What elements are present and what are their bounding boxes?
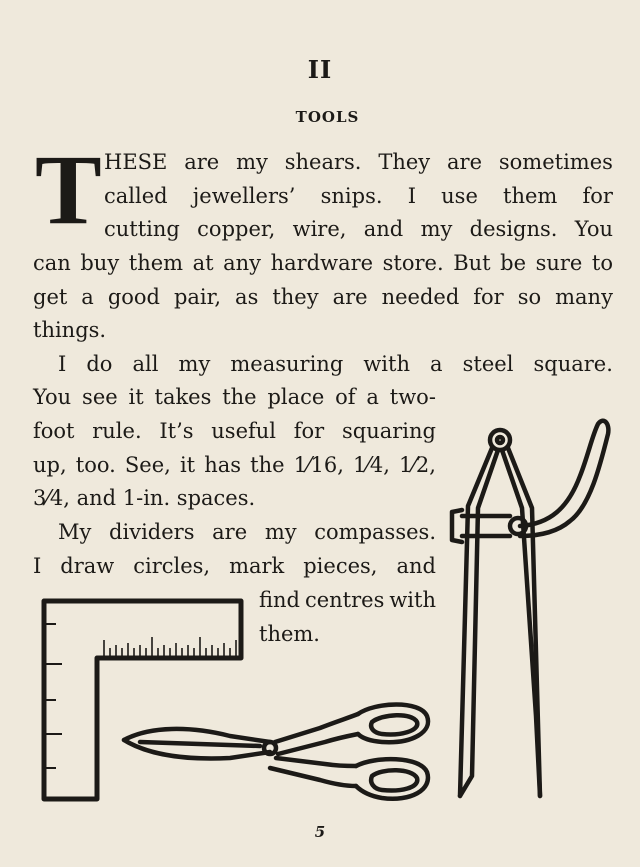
- word: up,: [33, 453, 67, 477]
- word: see: [82, 385, 118, 409]
- word: My: [58, 520, 92, 544]
- word: them: [503, 184, 558, 208]
- word: can: [33, 251, 71, 275]
- word: many: [555, 285, 613, 309]
- word: them: [128, 251, 184, 275]
- word: 1⁄2,: [399, 453, 436, 477]
- page-number: 5: [314, 823, 326, 841]
- word: to: [591, 251, 613, 275]
- word: a: [366, 385, 379, 409]
- word: takes: [154, 385, 212, 409]
- word: too.: [75, 453, 116, 477]
- text-line: [33, 421, 436, 442]
- word: the: [250, 453, 285, 477]
- word: at: [192, 251, 214, 275]
- word: with: [363, 352, 410, 376]
- word: store.: [382, 251, 444, 275]
- drop-cap: T: [35, 134, 102, 245]
- word: See,: [124, 453, 171, 477]
- text-line: [104, 152, 613, 173]
- word: are: [184, 150, 220, 174]
- word: for: [293, 419, 325, 443]
- word: find: [259, 588, 300, 612]
- word: measuring: [230, 352, 344, 376]
- word: and: [396, 554, 436, 578]
- word: They: [378, 150, 431, 174]
- word: rule.: [92, 419, 142, 443]
- chapter-title: TOOLS: [295, 108, 360, 126]
- text-line: [259, 590, 436, 611]
- word: But: [453, 251, 491, 275]
- word: dividers: [109, 520, 195, 544]
- word: sometimes: [498, 150, 613, 174]
- word: place: [267, 385, 325, 409]
- word: hardware: [270, 251, 374, 275]
- word: it: [179, 453, 196, 477]
- word: has: [204, 453, 242, 477]
- text-line: them.: [259, 622, 320, 646]
- text-line: [33, 253, 613, 274]
- text-line: [33, 455, 436, 476]
- word: HESE: [104, 150, 168, 174]
- word: I: [58, 352, 67, 376]
- word: for: [473, 285, 504, 309]
- word: You: [33, 385, 72, 409]
- word: draw: [60, 554, 115, 578]
- word: all: [132, 352, 159, 376]
- word: my: [178, 352, 211, 376]
- text-line: 3⁄4, and 1-in. spaces.: [33, 486, 256, 510]
- word: 1⁄16,: [293, 453, 344, 477]
- text-line: [104, 219, 613, 240]
- word: mark: [229, 554, 285, 578]
- text-line: [33, 387, 436, 408]
- word: it: [128, 385, 144, 409]
- word: square.: [533, 352, 613, 376]
- word: useful: [211, 419, 277, 443]
- word: I: [33, 554, 42, 578]
- word: do: [86, 352, 113, 376]
- word: good: [107, 285, 160, 309]
- word: squaring: [341, 419, 436, 443]
- word: You: [574, 217, 613, 241]
- word: pieces,: [303, 554, 378, 578]
- text-line: [58, 354, 613, 375]
- word: sure: [535, 251, 583, 275]
- word: any: [223, 251, 262, 275]
- shears-illustration: [120, 698, 435, 808]
- word: are: [332, 285, 368, 309]
- word: compasses.: [314, 520, 436, 544]
- word: steel: [462, 352, 514, 376]
- text-line: things.: [33, 318, 107, 342]
- word: my: [264, 520, 297, 544]
- word: I: [407, 184, 416, 208]
- word: circles,: [133, 554, 211, 578]
- word: copper,: [197, 217, 276, 241]
- chapter-number: II: [307, 55, 333, 84]
- text-line: [33, 287, 613, 308]
- word: 1⁄4,: [353, 453, 390, 477]
- word: shears.: [284, 150, 362, 174]
- word: of: [335, 385, 356, 409]
- word: a: [81, 285, 94, 309]
- word: and: [363, 217, 404, 241]
- word: the: [222, 385, 257, 409]
- word: buy: [80, 251, 120, 275]
- word: designs.: [469, 217, 558, 241]
- dividers-illustration: [440, 416, 615, 801]
- word: for: [582, 184, 613, 208]
- word: centres: [304, 588, 385, 612]
- word: be: [500, 251, 527, 275]
- word: so: [517, 285, 542, 309]
- word: cutting: [104, 217, 180, 241]
- word: they: [272, 285, 319, 309]
- word: wire,: [292, 217, 347, 241]
- word: as: [235, 285, 259, 309]
- word: get: [33, 285, 68, 309]
- word: my: [236, 150, 268, 174]
- word: It’s: [159, 419, 194, 443]
- word: needed: [381, 285, 460, 309]
- word: my: [420, 217, 453, 241]
- word: jewellers’: [192, 184, 296, 208]
- word: foot: [33, 419, 75, 443]
- word: called: [104, 184, 168, 208]
- text-line: [33, 556, 436, 577]
- word: snips.: [320, 184, 383, 208]
- word: are: [447, 150, 483, 174]
- word: are: [212, 520, 248, 544]
- text-line: [104, 186, 613, 207]
- word: a: [430, 352, 443, 376]
- word: two-: [389, 385, 436, 409]
- word: with: [389, 588, 436, 612]
- word: pair,: [173, 285, 222, 309]
- word: use: [441, 184, 478, 208]
- text-line: [58, 522, 436, 543]
